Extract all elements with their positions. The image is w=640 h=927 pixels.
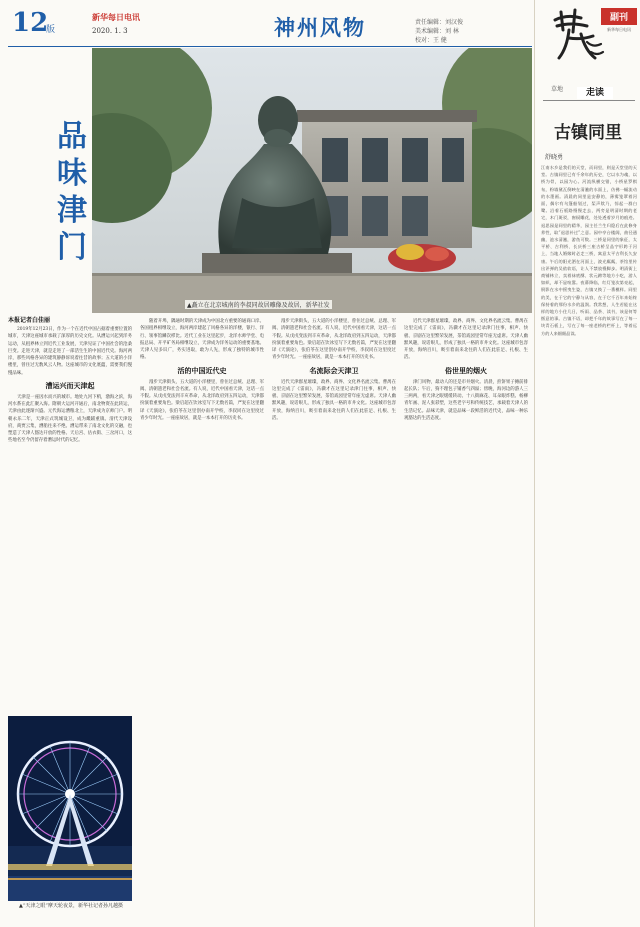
ferris-caption: ▲“天津之眼”摩天轮夜景，新华社记者孙凡越摄 (19, 903, 123, 909)
body-paragraph: 漫步天津街头，五大道的小洋楼里，曾住过总统、总理、军阀、清朝遗老和社会名流。有人说，近代中国看天津，这话一点不假。从戊戌变法到辛亥革命，从北洋政府到五四运动，天津都扮演着重要角色。梁启超在饮冰室写下无数名篇，严复在这里翻译《天演论》，张伯苓在这里创办南开学校，李叔同在这里度过青少年时光。一座座故居，就是一本本打开的历史书。 (272, 319, 396, 361)
column-tag: 走读 (577, 87, 613, 99)
body-paragraph: 近代天津群星璀璨，政界、商界、文化界名流云集。曹禺在这里完成了《雷雨》，冯骥才在这里记录津门往事，相声、快板、京剧在这里繁荣发展，茶馆戏园里常年座无虚席。天津人幽默风趣，说话哏儿，形成了独具一格的市井文化。这座城市包容开放，海纳百川，吸引着南来北往的人们在此驻足、扎根、生活。 (404, 319, 528, 361)
story-title: 古镇同里 (554, 123, 622, 143)
subheading: 活的中国近代史 (177, 365, 227, 375)
tag-rule (543, 100, 635, 101)
story-author: 舒晓勇 (545, 154, 564, 161)
story-text: 江南水乡是我们的天堂，而同里，则是天堂里的天堂。古镇同里已有千余年的历史，它以水为魂，以桥为骨，以园为心。河流纵横交错，小桥星罗棋布，粉墙黛瓦倒映在清澈的水面上，仿佛一幅流动的水墨画。清晨的同里是安静的，薄雾笼罩着河面，偶尔有乌篷船划过，桨声欸乃，惊起一群白鹭。沿着石板路慢慢走去，两旁是明清时期的老宅，木门斑驳，窗棂雕花，处处透着岁月的痕迹。退思园是同里的精华，园主任兰生归隐后在此修身养性，取“退思补过”之意。园中亭台楼阁，曲径通幽，池水清澈，游鱼可数。三桥是同里的象征，太平桥、吉利桥、长庆桥三座古桥呈品字形跨于河上，当地人婚嫁时必走三桥，寓意太平吉利长久安康。午后的阳光洒在河面上，波光粼粼，茶馆里传出评弹的吴侬软语，让人不禁放慢脚步。明清街上商铺林立，卖着袜底酥、状元蹄等地方小吃，游人如织，却不显喧嚣。夜幕降临，红灯笼次第亮起，倒影在水中摇曳生姿，古镇又换了一番模样。同里的美，在于它的宁静与从容，在于它千百年来始终保持着的那份水乡的温润。我常想，人生若能在这样的地方小住几日，听雨、品茶、读书，该是何等惬意的事。古镇不语，却把千年的故事写在了每一块青石板上，写在了每一座老桥的栏杆上，等着远方的人来细细品读。 (541, 165, 637, 336)
main-photo (92, 48, 532, 313)
photo-caption: ▲矗立在北京城南的李叔同故居雕像及故居，新华社发 (187, 302, 330, 309)
ferris-wheel-image (8, 716, 132, 901)
paper-name: 新华每日电讯 (92, 12, 140, 22)
fukan-label: 副刊 (601, 8, 637, 25)
tag-seal: 草地 (551, 86, 564, 93)
caodi-calligraphy-logo (547, 8, 607, 64)
page-suffix: 版 (46, 25, 56, 35)
article-column-1 (8, 326, 132, 712)
reporter-byline: 本报记者白佳丽 (8, 317, 51, 324)
article-column-3 (272, 318, 396, 918)
body-paragraph: 漫步天津街头，五大道的小洋楼里，曾住过总统、总理、军阀、清朝遗老和社会名流。有人说，近代中国看天津，这话一点不假。从戊戌变法到辛亥革命，从北洋政府到五四运动，天津都扮演着重要角色。梁启超在饮冰室写下无数名篇，严复在这里翻译《天演论》，张伯苓在这里创办南开学校，李叔同在这里度过青少年时光。一座座故居，就是一本本打开的历史书。 (140, 379, 264, 421)
subheading: 俗世里的烟火 (445, 365, 487, 375)
editor-line: 责任编辑：刘汉俊 (415, 19, 464, 26)
issue-date: 2020. 1. 3 (92, 27, 128, 35)
feature-title: 品味津门 (57, 119, 87, 265)
statue-courtyard-image (92, 48, 532, 313)
subheading: 漕运兴而天津起 (45, 380, 95, 390)
page-number: 12 (12, 8, 49, 38)
editor-line: 美术编辑：刘 林 (415, 28, 459, 35)
article-column-4 (404, 318, 528, 918)
subheading: 名流际会天津卫 (309, 365, 359, 375)
article-column-2 (140, 318, 264, 918)
editor-line: 校对：王 健 (415, 37, 447, 44)
fukan-sidebar (534, 0, 640, 927)
fukan-sub: 新华每日电讯 (607, 27, 631, 32)
intro-paragraph: 2019年12月23日，作为一个在近代中国占据着重要位置的城市，天津这座城市承载了深厚的历史文化。从漕运兴起到洋务运动，从租界林立到近代工业发展，天津见证了中国社会的沧桑巨变。走进天津，就是走进了一部活生生的中国近代史。海河两岸，那些风格各异的建筑静静诉说着往昔的故事；五大道的小洋楼里，曾住过无数风云人物。这座城市的文化底蕴，需要我们慢慢品味。 (8, 327, 132, 376)
editor-credits (415, 18, 463, 45)
caodi-logo (547, 8, 607, 64)
column-tag-bar (543, 87, 635, 101)
header-rule (8, 46, 532, 47)
body-paragraph: 津门风物，最动人的还是市井烟火。清晨，煎饼果子摊前排起长队；午后，狗不理包子铺香气四溢；傍晚，海河边的游人三三两两，看天津之眼缓缓转动。十八街麻花、耳朵眼炸糕、杨柳青年画、泥人张彩塑，这些老字号和传统技艺，承载着天津人的生活记忆。品味天津，就是品味一段鲜活的近代史，品味一种乐观豁达的生活态度。 (404, 379, 528, 421)
ferris-wheel-photo (8, 716, 132, 901)
body-paragraph: 近代天津群星璀璨，政界、商界、文化界名流云集。曹禺在这里完成了《雷雨》，冯骥才在这里记录津门往事，相声、快板、京剧在这里繁荣发展，茶馆戏园里常年座无虚席。天津人幽默风趣，说话哏儿，形成了独具一格的市井文化。这座城市包容开放，海纳百川，吸引着南来北往的人们在此驻足、扎根、生活。 (272, 379, 396, 421)
body-paragraph: 随着开埠，隅通时期的天津成为中国北方重要的通商口岸。各国租界相继设立，海河两岸建起了风格各异的洋楼，银行、洋行、领事馆鳞次栉比。近代工业在这里起步，北洋水师学堂、电报总局、开平矿务局相继设立，天津成为洋务运动的重要基地。天津人见多识广，务实进取，敢为人先，形成了独特的城市性格。 (140, 319, 264, 361)
section-title: 神州风物 (274, 15, 366, 40)
body-paragraph: 天津是一座因水而兴的城市。地处九河下梢，渤海之滨，海河水系在此汇聚入海。隋朝大运河开通后，南北物资在此转运，天津由此逐渐兴盛。元代海运漕粮北上，天津成为京师门户。明朝永乐二年，天津正式筑城设卫，成为畿辅重镇。清代天津设府，商贾云集，漕船往来不绝。漕运带来了南北文化的交融，也塑造了天津人豁达开放的性格。天后宫、估衣街、三岔河口，这些地名至今仍留存着漕运时代的记忆。 (8, 394, 132, 444)
